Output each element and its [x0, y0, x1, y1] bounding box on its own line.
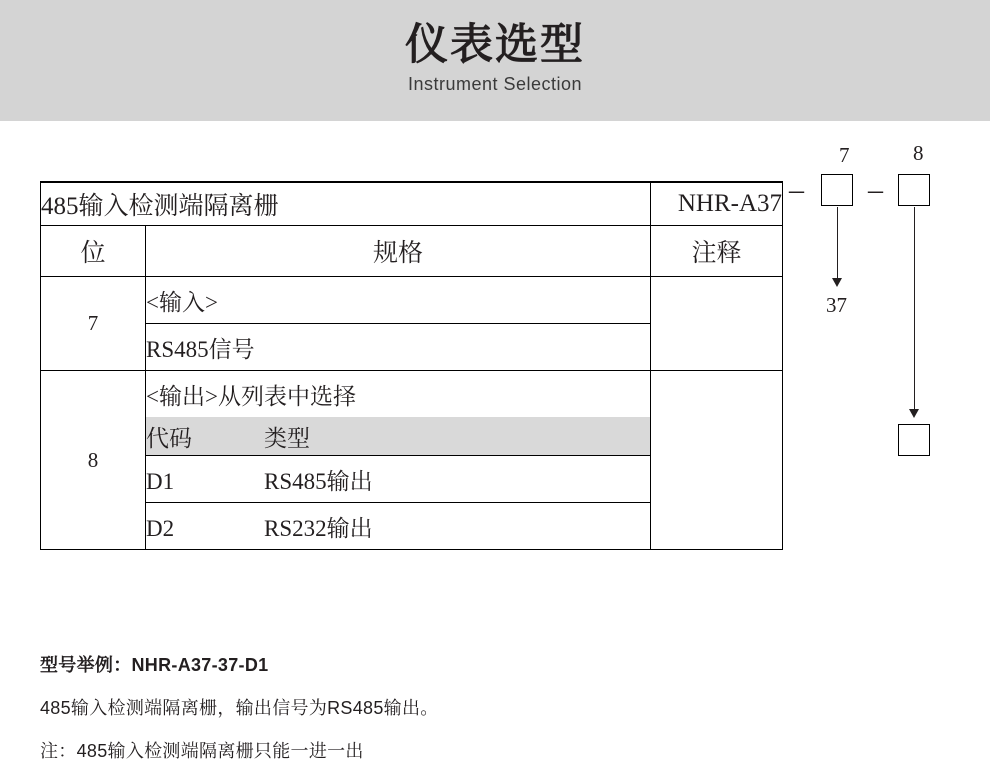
table-header-row [41, 226, 783, 277]
note-line-remark: 注：485输入检测端隔离栅只能一进一出 [40, 741, 364, 761]
note-line-description: 485输入检测端隔离栅，输出信号为RS485输出。 [40, 698, 439, 718]
arrow-line-8 [914, 207, 915, 411]
code-box-8[interactable] [898, 174, 930, 206]
subheader-type: 类型 [264, 425, 310, 451]
code-dash-2: – [868, 173, 883, 206]
table-row [41, 371, 783, 418]
selection-table [40, 181, 783, 550]
option-type-d2: RS232输出 [264, 515, 373, 541]
row-8-note [651, 371, 783, 550]
arrow-head-7 [832, 278, 842, 287]
footer-notes [40, 651, 940, 780]
arrow-head-8 [909, 409, 919, 418]
header-position: 位 [41, 226, 146, 277]
page-header-banner [0, 0, 990, 121]
row-7-note [651, 277, 783, 371]
header-spec: 规格 [146, 226, 651, 277]
option-code-d2: D2 [146, 515, 175, 541]
option-row-d2 [146, 503, 651, 550]
arrow-line-7 [837, 207, 838, 280]
product-name-cell: 485输入检测端隔离栅 [41, 182, 651, 226]
code-value-7: 37 [826, 293, 847, 317]
row-8-subheader [146, 417, 651, 456]
row-8-spec-title: <输出>从列表中选择 [146, 371, 651, 418]
table-title-row [41, 182, 783, 226]
option-row-d1 [146, 456, 651, 503]
row-position-7: 7 [41, 277, 146, 371]
row-7-spec-value: RS485信号 [146, 324, 651, 371]
table-row [41, 277, 783, 324]
option-code-d1: D1 [146, 468, 175, 494]
subheader-code: 代码 [146, 425, 192, 451]
page-subtitle: Instrument Selection [407, 74, 583, 95]
model-code-diagram [780, 121, 990, 661]
option-type-d1: RS485输出 [264, 468, 373, 494]
code-label-7: 7 [839, 143, 850, 167]
model-prefix-cell: NHR-A37 [651, 182, 783, 226]
note-line-example: 型号举例：NHR-A37-37-D1 [40, 655, 269, 675]
code-dash-1: – [789, 173, 804, 206]
row-7-spec-title: <输入> [146, 277, 651, 324]
code-box-7[interactable] [821, 174, 853, 206]
code-value-box-8[interactable] [898, 424, 930, 456]
content-area [0, 121, 990, 761]
page-title: 仪表选型 [405, 21, 585, 69]
row-position-8: 8 [41, 371, 146, 550]
header-note: 注释 [651, 226, 783, 277]
code-label-8: 8 [913, 141, 924, 165]
